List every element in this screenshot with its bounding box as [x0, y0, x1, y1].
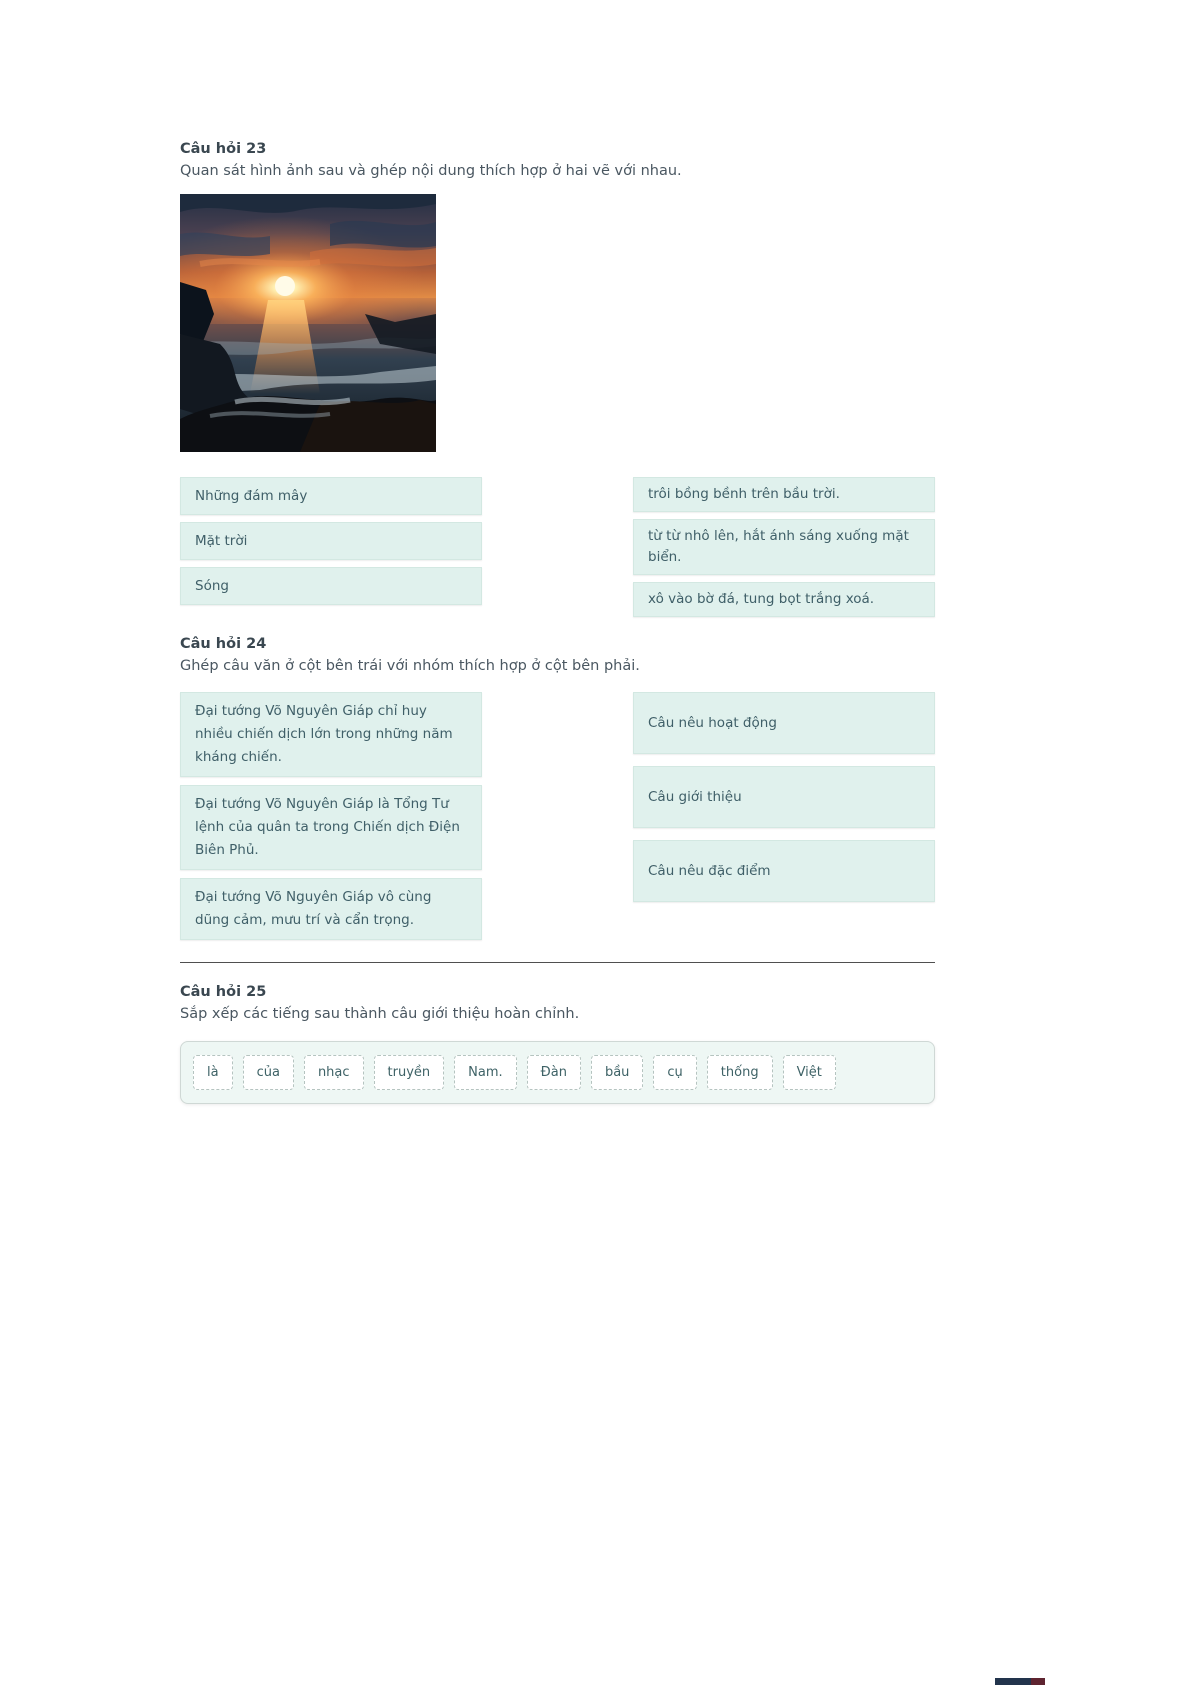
q24-right-item-1[interactable] [633, 692, 935, 754]
q23-right-column [633, 477, 935, 617]
word-chip-7[interactable]: bầu [591, 1055, 643, 1090]
question-23-prompt: Quan sát hình ảnh sau và ghép nội dung thích hợp ở hai vẽ với nhau. [180, 163, 682, 179]
q24-right-item-2[interactable] [633, 766, 935, 828]
q24-right-item-3[interactable] [633, 840, 935, 902]
question-24-title: Câu hỏi 24 [180, 636, 267, 652]
q23-left-item-2-label: Mặt trời [195, 533, 248, 549]
q23-left-item-3-label: Sóng [195, 578, 229, 594]
word-chip-4[interactable]: truyền [374, 1055, 445, 1090]
word-chip-1[interactable]: là [193, 1055, 233, 1090]
q23-left-column [180, 477, 482, 617]
word-chip-2[interactable]: của [243, 1055, 294, 1090]
q24-left-item-2-label: Đại tướng Võ Nguyên Giáp là Tổng Tư lệnh của quân ta trong Chiến dịch Điện Biên Phủ. [195, 796, 460, 858]
q23-right-item-1-label: trôi bồng bềnh trên bầu trời. [648, 486, 840, 502]
question-23-title: Câu hỏi 23 [180, 141, 267, 157]
word-chip-10[interactable]: Việt [783, 1055, 836, 1090]
q23-match-area [180, 477, 935, 617]
quiz-content [180, 140, 935, 1104]
q24-left-item-1-label: Đại tướng Võ Nguyên Giáp chỉ huy nhiều chiến dịch lớn trong những năm kháng chiến. [195, 703, 453, 765]
q23-right-item-3-label: xô vào bờ đá, tung bọt trắng xoá. [648, 591, 875, 607]
question-25 [180, 983, 935, 1104]
question-24-prompt: Ghép câu văn ở cột bên trái với nhóm thích hợp ở cột bên phải. [180, 658, 640, 674]
q24-left-column [180, 692, 482, 940]
cropped-watermark [995, 1678, 1045, 1685]
q24-right-column [633, 692, 935, 940]
q23-left-item-3[interactable] [180, 567, 482, 605]
sunset-sea-image [180, 194, 436, 452]
q23-left-item-1[interactable] [180, 477, 482, 515]
q25-word-bank [180, 1041, 935, 1104]
question-25-prompt: Sắp xếp các tiếng sau thành câu giới thiệu hoàn chỉnh. [180, 1006, 580, 1022]
q24-right-item-3-label: Câu nêu đặc điểm [648, 863, 771, 879]
q24-left-item-3[interactable] [180, 878, 482, 940]
q23-right-item-1[interactable] [633, 477, 935, 512]
q23-left-item-2[interactable] [180, 522, 482, 560]
section-divider [180, 962, 935, 963]
q23-right-item-2-label: từ từ nhô lên, hắt ánh sáng xuống mặt biển. [648, 528, 909, 565]
q24-right-item-1-label: Câu nêu hoạt động [648, 715, 777, 731]
word-chip-6[interactable]: Đàn [527, 1055, 581, 1090]
q24-right-item-2-label: Câu giới thiệu [648, 789, 742, 805]
q24-left-item-3-label: Đại tướng Võ Nguyên Giáp vô cùng dũng cảm, mưu trí và cẩn trọng. [195, 889, 432, 928]
word-chip-8[interactable]: cụ [653, 1055, 696, 1090]
q24-left-item-1[interactable] [180, 692, 482, 777]
q24-left-item-2[interactable] [180, 785, 482, 870]
word-chip-3[interactable]: nhạc [304, 1055, 364, 1090]
word-chip-5[interactable]: Nam. [454, 1055, 517, 1090]
question-25-title: Câu hỏi 25 [180, 984, 267, 1000]
cropped-watermark-dark-part [995, 1678, 1031, 1685]
question-24 [180, 635, 935, 940]
cropped-watermark-red-part [1031, 1678, 1045, 1685]
q23-right-item-3[interactable] [633, 582, 935, 617]
q24-match-area [180, 692, 935, 940]
word-chip-9[interactable]: thống [707, 1055, 773, 1090]
question-23 [180, 140, 935, 617]
q23-right-item-2[interactable] [633, 519, 935, 575]
q23-left-item-1-label: Những đám mây [195, 488, 308, 504]
